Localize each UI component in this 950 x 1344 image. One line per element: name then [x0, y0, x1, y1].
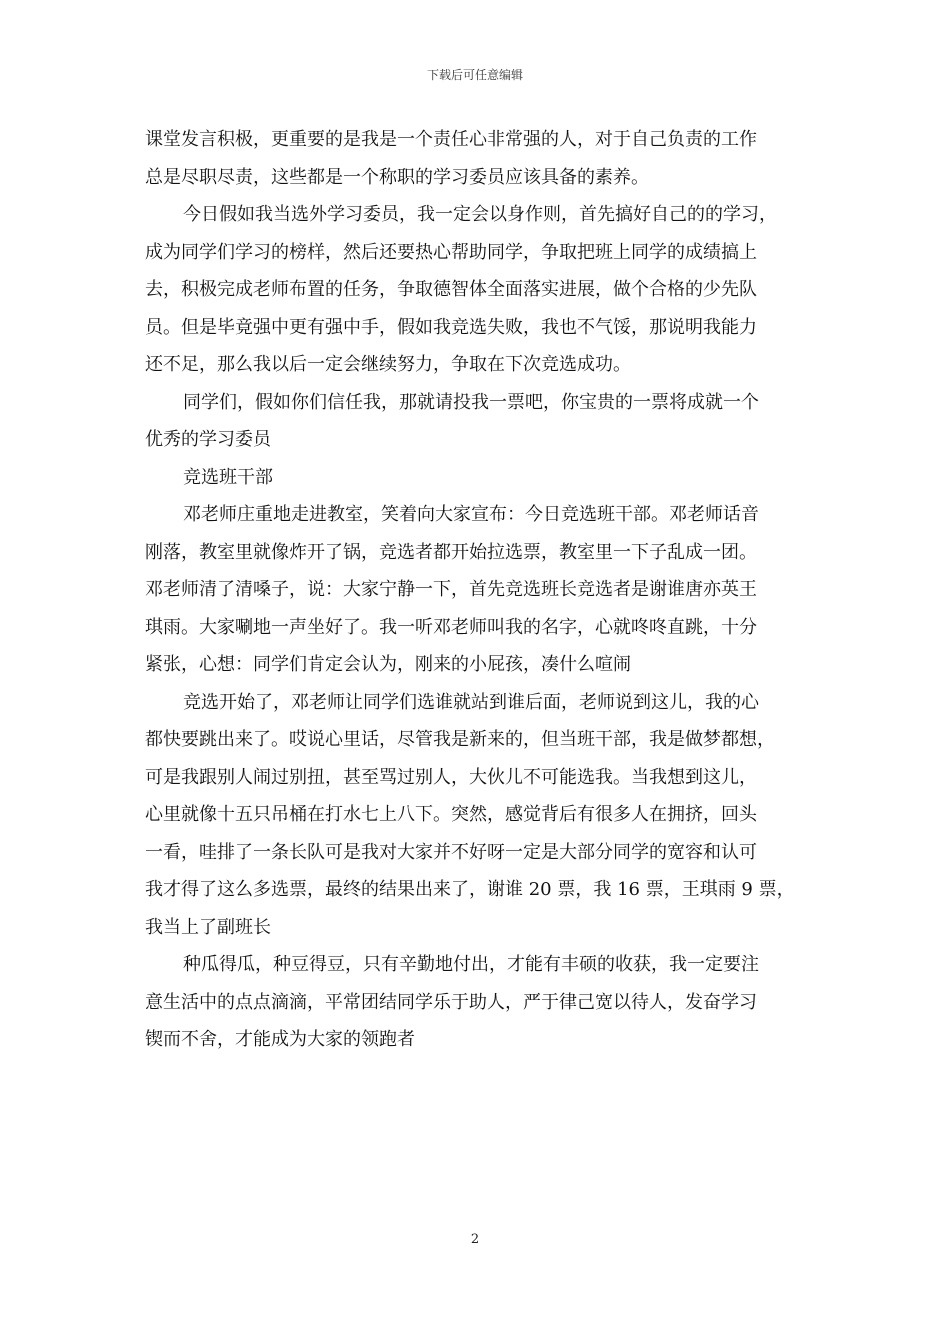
text-line: 都快要跳出来了。哎说心里话，尽管我是新来的，但当班干部，我是做梦都想，: [145, 729, 775, 750]
page-header: 下载后可任意编辑: [426, 68, 523, 82]
text-line: 竞选班干部: [183, 466, 273, 488]
text-line: 优秀的学习委员: [145, 429, 271, 450]
text-line: 紧张，心想：同学们肯定会认为，刚来的小屁孩，凑什么喧闹: [145, 654, 631, 675]
text-line: 总是尽职尽责，这些都是一个称职的学习委员应该具备的素养。: [145, 166, 649, 188]
text-line: 琪雨。大家唰地一声坐好了。我一听邓老师叫我的名字，心就咚咚直跳，十分: [145, 616, 757, 638]
page-number: 2: [470, 1232, 480, 1247]
text-line: 种瓜得瓜，种豆得豆，只有辛勤地付出，才能有丰硕的收获，我一定要注: [183, 954, 759, 975]
text-line: 今日假如我当选外学习委员，我一定会以身作则，首先搞好自己的的学习，: [183, 204, 777, 225]
document-body: [145, 121, 817, 1059]
text-line: 课堂发言积极，更重要的是我是一个责任心非常强的人，对于自己负责的工作: [145, 129, 757, 150]
text-line: 刚落，教室里就像炸开了锅，竞选者都开始拉选票，教室里一下子乱成一团。: [145, 541, 757, 563]
text-line: 去，积极完成老师布置的任务，争取德智体全面落实进展，做个合格的少先队: [145, 279, 757, 300]
text-line: 一看，哇排了一条长队可是我对大家并不好呀一定是大部分同学的宽容和认可: [145, 841, 757, 863]
text-line: 员。但是毕竟强中更有强中手，假如我竞选失败，我也不气馁，那说明我能力: [145, 316, 757, 338]
text-line: 锲而不舍，才能成为大家的领跑者: [145, 1029, 415, 1050]
text-line: 成为同学们学习的榜样，然后还要热心帮助同学，争取把班上同学的成绩搞上: [145, 241, 757, 263]
text-line: 邓老师清了清嗓子，说：大家宁静一下，首先竞选班长竞选者是谢谁唐亦英王: [145, 579, 757, 600]
text-line: 同学们，假如你们信任我，那就请投我一票吧，你宝贵的一票将成就一个: [183, 391, 759, 413]
text-line: 还不足，那么我以后一定会继续努力，争取在下次竞选成功。: [145, 354, 631, 375]
text-line: 可是我跟别人闹过别扭，甚至骂过别人，大伙儿不可能选我。当我想到这儿，: [145, 766, 757, 788]
text-line: 竞选开始了，邓老师让同学们选谁就站到谁后面，老师说到这儿，我的心: [183, 691, 759, 713]
text-line: 邓老师庄重地走进教室，笑着向大家宣布：今日竞选班干部。邓老师话音: [183, 504, 759, 525]
text-line: 我当上了副班长: [145, 916, 271, 938]
text-line: 心里就像十五只吊桶在打水七上八下。突然，感觉背后有很多人在拥挤，回头: [145, 804, 757, 825]
text-line: 意生活中的点点滴滴，平常团结同学乐于助人，严于律己宽以待人，发奋学习: [145, 991, 757, 1013]
text-line: 我才得了这么多选票，最终的结果出来了，谢谁 20 票，我 16 票，王琪雨 9 票，: [145, 879, 795, 900]
